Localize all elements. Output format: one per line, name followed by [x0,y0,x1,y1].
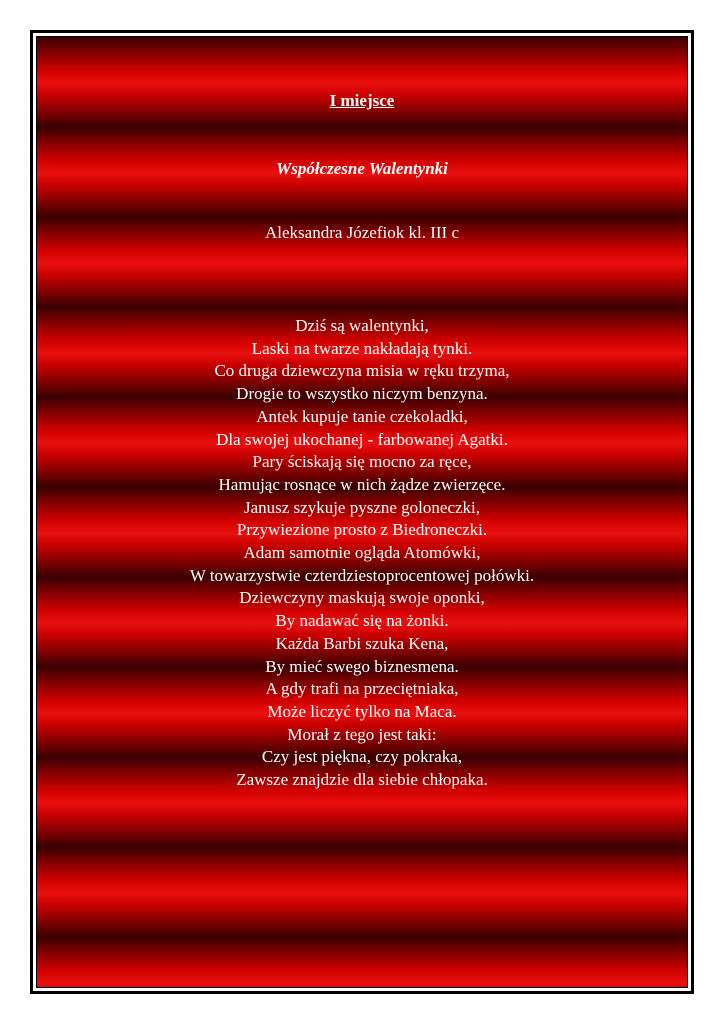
poem-author: Aleksandra Józefiok kl. III c [264,223,459,242]
poem-line: Laski na twarze nakładają tynki. [251,338,473,358]
poem-line: Czy jest piękna, czy pokraka, [261,747,463,767]
poem-line: Antek kupuje tanie czekoladki, [256,406,468,426]
poem-line: Pary ściskają się mocno za ręce, [252,452,472,472]
poem-line: Morał z tego jest taki: [287,724,437,744]
page-border-inner [36,36,688,988]
poem-line: Przywiezione prosto z Biedroneczki. [236,520,488,540]
poem-line: Dziś są walentynki, [295,316,429,335]
poem-line: Janusz szykuje pyszne goloneczki, [243,497,481,517]
poem-line: By mieć swego biznesmena. [265,656,459,676]
poem-title: Współczesne Walentynki [276,159,448,178]
poem-line: Dla swojej ukochanej - farbowanej Agatki. [216,429,508,449]
poem-body [37,315,687,792]
poem-line: Może liczyć tylko na Maca. [267,701,457,721]
poem-line: By nadawać się na żonki. [275,611,449,631]
award-place-heading: I miejsce [329,91,395,110]
poem-line: Co druga dziewczyna misia w ręku trzyma, [214,361,510,381]
page-border-outer [30,30,694,994]
poem-line: Zawsze znajdzie dla siebie chłopaka. [236,770,488,790]
poem-line: Hamując rosnące w nich żądze zwierzęce. [218,474,506,494]
poem-line: Każda Barbi szuka Kena, [275,633,449,653]
poem-line: Dziewczyny maskują swoje oponki, [239,588,485,608]
poem-line: W towarzystwie czterdziestoprocentowej połówki. [189,565,535,585]
poem-line: Adam samotnie ogląda Atomówki, [243,543,481,563]
poem-line: Drogie to wszystko niczym benzyna. [236,384,488,404]
poem-line: A gdy trafi na przeciętniaka, [265,679,459,699]
